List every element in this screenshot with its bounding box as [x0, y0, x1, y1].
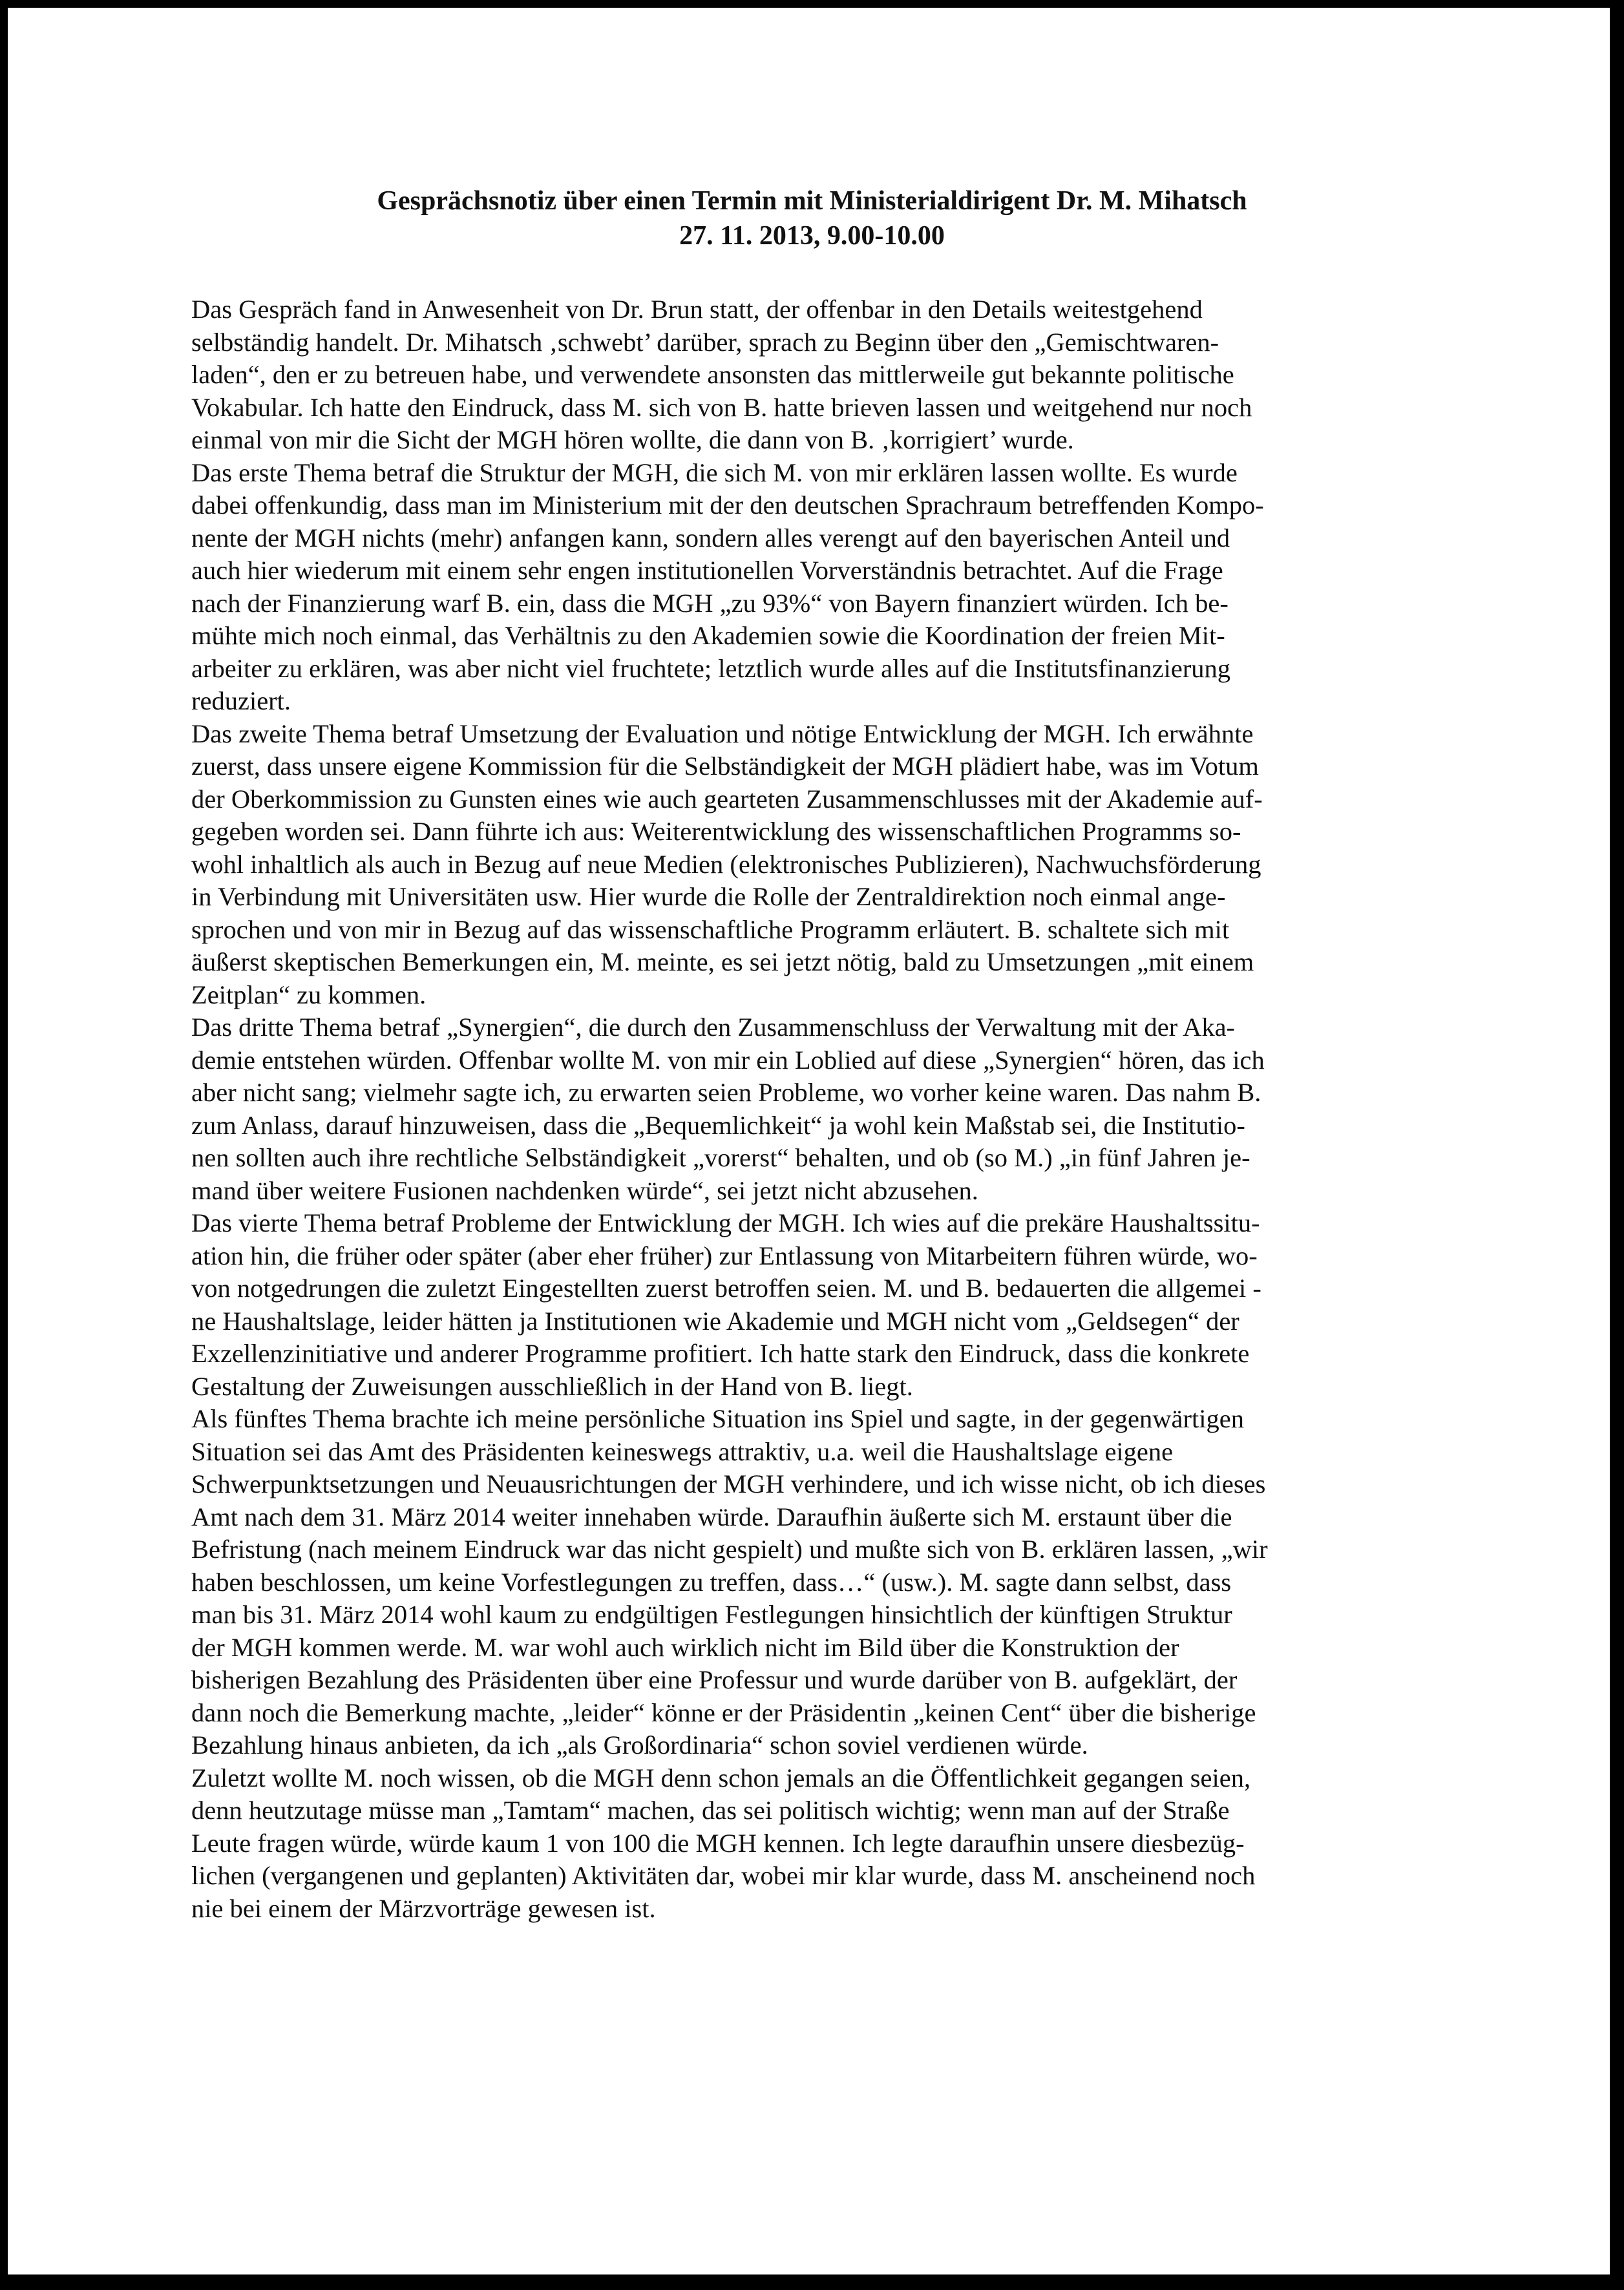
document-body: [191, 293, 1432, 1925]
body-text-line: Als fünftes Thema brachte ich meine persönliche Situation ins Spiel und sagte, in der gegenwärtigen: [191, 1404, 1244, 1433]
body-text-line: nen sollten auch ihre rechtliche Selbständigkeit „vorerst“ behalten, und ob (so M.) „in fünf Jahren je-: [191, 1143, 1250, 1172]
body-text-line: laden“, den er zu betreuen habe, und verwendete ansonsten das mittlerweile gut bekannte politische: [191, 360, 1234, 389]
body-text-line: reduziert.: [191, 686, 291, 715]
title-date-line: 27. 11. 2013, 9.00-10.00: [679, 221, 945, 251]
body-text-line: denn heutzutage müsse man „Tamtam“ machen, das sei politisch wichtig; wenn man auf der Straße: [191, 1796, 1230, 1825]
body-text-line: Leute fragen würde, würde kaum 1 von 100 die MGH kennen. Ich legte daraufhin unsere diesbezüg-: [191, 1828, 1245, 1858]
body-text-line: Amt nach dem 31. März 2014 weiter innehaben würde. Daraufhin äußerte sich M. erstaunt über die: [191, 1502, 1232, 1531]
body-text-line: von notgedrungen die zuletzt Eingestellten zuerst betroffen seien. M. und B. bedauerten die allgemei -: [191, 1274, 1261, 1303]
body-text-line: Zuletzt wollte M. noch wissen, ob die MGH denn schon jemals an die Öffentlichkeit gegangen seien,: [191, 1763, 1251, 1792]
body-text-line: auch hier wiederum mit einem sehr engen institutionellen Vorverständnis betrachtet. Auf die Frage: [191, 556, 1223, 585]
body-text-line: Gestaltung der Zuweisungen ausschließlich in der Hand von B. liegt.: [191, 1371, 913, 1401]
body-text-line: dabei offenkundig, dass man im Ministerium mit der den deutschen Sprachraum betreffenden Kompo-: [191, 490, 1264, 520]
body-text-line: äußerst skeptischen Bemerkungen ein, M. meinte, es sei jetzt nötig, bald zu Umsetzungen „mit einem: [191, 947, 1254, 976]
title-line-1: Gesprächsnotiz über einen Termin mit Ministerialdirigent Dr. M. Mihatsch: [377, 186, 1247, 216]
body-text-line: aber nicht sang; vielmehr sagte ich, zu erwarten seien Probleme, wo vorher keine waren. Das nahm B.: [191, 1078, 1261, 1107]
body-text-line: selbständig handelt. Dr. Mihatsch ‚schwebt’ darüber, sprach zu Beginn über den „Gemischtwaren-: [191, 327, 1219, 357]
body-text-line: einmal von mir die Sicht der MGH hören wollte, die dann von B. ‚korrigiert’ wurde.: [191, 425, 1074, 454]
body-text-line: Das erste Thema betraf die Struktur der MGH, die sich M. von mir erklären lassen wollte. Es wurde: [191, 457, 1238, 487]
body-text-line: ne Haushaltslage, leider hätten ja Institutionen wie Akademie und MGH nicht vom „Geldsegen“ der: [191, 1306, 1239, 1336]
body-text-line: Das vierte Thema betraf Probleme der Entwicklung der MGH. Ich wies auf die prekäre Haushaltssitu-: [191, 1208, 1260, 1237]
body-text-line: dann noch die Bemerkung machte, „leider“ könne er der Präsidentin „keinen Cent“ über die bisherige: [191, 1697, 1256, 1727]
body-text-line: haben beschlossen, um keine Vorfestlegungen zu treffen, dass…“ (usw.). M. sagte dann selbst, dass: [191, 1567, 1232, 1597]
body-text-line: Exzellenzinitiative und anderer Programme profitiert. Ich hatte stark den Eindruck, dass die konkrete: [191, 1339, 1250, 1368]
body-text-line: man bis 31. März 2014 wohl kaum zu endgültigen Festlegungen hinsichtlich der künftigen Struktur: [191, 1600, 1232, 1629]
body-text-line: Vokabular. Ich hatte den Eindruck, dass M. sich von B. hatte brieven lassen und weitgehend nur noch: [191, 392, 1252, 422]
body-text-line: lichen (vergangenen und geplanten) Aktivitäten dar, wobei mir klar wurde, dass M. anscheinend noch: [191, 1861, 1256, 1890]
body-text-line: der Oberkommission zu Gunsten eines wie auch gearteten Zusammenschlusses mit der Akademie auf-: [191, 784, 1263, 814]
body-text-line: Das zweite Thema betraf Umsetzung der Evaluation und nötige Entwicklung der MGH. Ich erwähnte: [191, 719, 1254, 748]
body-text-line: gegeben worden sei. Dann führte ich aus: Weiterentwicklung des wissenschaftlichen Programms so-: [191, 817, 1241, 846]
body-text-line: mühte mich noch einmal, das Verhältnis zu den Akademien sowie die Koordination der freien Mit-: [191, 621, 1225, 650]
body-text-line: zuerst, dass unsere eigene Kommission für die Selbständigkeit der MGH plädiert habe, was im Votum: [191, 751, 1259, 781]
document-title: [0, 184, 1624, 253]
body-text-line: arbeiter zu erklären, was aber nicht viel fruchtete; letztlich wurde alles auf die Institutsfinanzierung: [191, 653, 1231, 683]
body-text-line: Zeitplan“ zu kommen.: [191, 980, 427, 1009]
body-text-line: ation hin, die früher oder später (aber eher früher) zur Entlassung von Mitarbeitern führen würde, wo-: [191, 1241, 1258, 1270]
body-text-line: bisherigen Bezahlung des Präsidenten über eine Professur und wurde darüber von B. aufgeklärt, der: [191, 1665, 1238, 1694]
body-text-line: Befristung (nach meinem Eindruck war das nicht gespielt) und mußte sich von B. erklären lassen, „wir: [191, 1535, 1268, 1564]
body-text-line: Das dritte Thema betraf „Synergien“, die durch den Zusammenschluss der Verwaltung mit der Aka-: [191, 1013, 1236, 1042]
body-text-line: Das Gespräch fand in Anwesenheit von Dr. Brun statt, der offenbar in den Details weitestgehend: [191, 295, 1203, 324]
body-text-line: zum Anlass, darauf hinzuweisen, dass die „Bequemlichkeit“ ja wohl kein Maßstab sei, die Institutio-: [191, 1110, 1245, 1140]
body-text-line: nente der MGH nichts (mehr) anfangen kann, sondern alles verengt auf den bayerischen Anteil und: [191, 523, 1230, 552]
body-text-line: Bezahlung hinaus anbieten, da ich „als Großordinaria“ schon soviel verdienen würde.: [191, 1730, 1088, 1760]
body-text-line: demie entstehen würden. Offenbar wollte M. von mir ein Loblied auf diese „Synergien“ hören, das ich: [191, 1045, 1265, 1075]
body-text-line: der MGH kommen werde. M. war wohl auch wirklich nicht im Bild über die Konstruktion der: [191, 1632, 1179, 1662]
body-text-line: nach der Finanzierung warf B. ein, dass die MGH „zu 93%“ von Bayern finanziert würden. Ich be-: [191, 588, 1229, 618]
body-text-line: Situation sei das Amt des Präsidenten keineswegs attraktiv, u.a. weil die Haushaltslage eigene: [191, 1436, 1174, 1466]
body-text-line: wohl inhaltlich als auch in Bezug auf neue Medien (elektronisches Publizieren), Nachwuchsförderung: [191, 849, 1261, 879]
body-text-line: Schwerpunktsetzungen und Neuausrichtungen der MGH verhindere, und ich wisse nicht, ob ich dieses: [191, 1469, 1266, 1498]
body-text-line: in Verbindung mit Universitäten usw. Hier wurde die Rolle der Zentraldirektion noch einmal ange-: [191, 882, 1226, 911]
body-text-line: mand über weitere Fusionen nachdenken würde“, sei jetzt nicht abzusehen.: [191, 1175, 978, 1205]
body-text-line: sprochen und von mir in Bezug auf das wissenschaftliche Programm erläutert. B. schaltete sich mit: [191, 914, 1230, 944]
body-text-line: nie bei einem der Märzvorträge gewesen ist.: [191, 1893, 656, 1923]
